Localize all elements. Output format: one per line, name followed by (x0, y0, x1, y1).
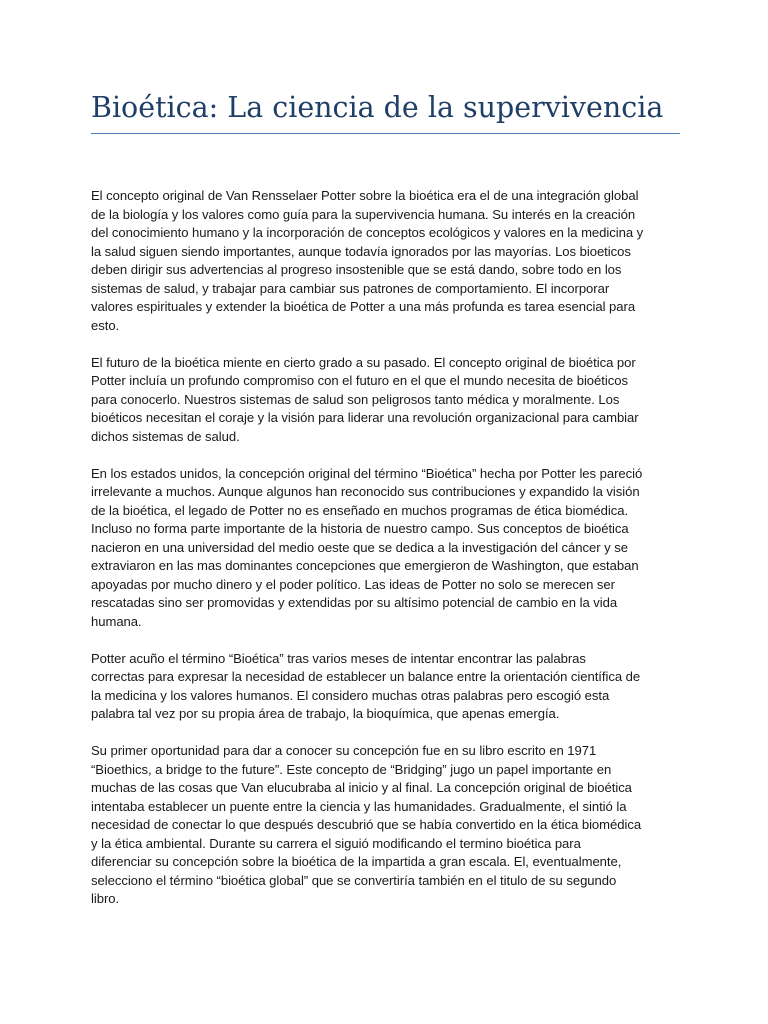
paragraph-5 (91, 742, 681, 909)
text-line: deben dirigir sus advertencias al progreso insostenible que se está dando, sobre todo en los (91, 262, 622, 277)
text-line: En los estados unidos, la concepción original del término “Bioética” hecha por Potter les pareció (91, 465, 643, 481)
title-underline (91, 133, 680, 134)
document-title: Bioética: La ciencia de la supervivencia (91, 91, 664, 124)
text-line: libro. (91, 891, 120, 906)
text-line: la medicina y los valores humanos. El considero muchas otras palabras pero escogió esta (91, 687, 610, 703)
text-line: humana. (91, 613, 142, 629)
document-body (91, 187, 681, 927)
text-line: apoyadas por mucho dinero y el poder político. Las ideas de Potter no solo se merecen ser (91, 576, 615, 592)
text-line: dichos sistemas de salud. (91, 428, 240, 444)
text-line: rescatadas sino ser promovidas y extendidas por su altísimo potencial de cambio en la vida (91, 595, 618, 610)
text-line: extraviaron en las mas dominantes concepciones que emergieron de Washington, que estaban (91, 558, 639, 573)
paragraph-4 (91, 650, 681, 724)
text-line: y la ética ambiental. Durante su carrera el siguió modificando el termino bioética para (91, 835, 581, 851)
text-line: Incluso no forma parte importante de la historia de nuestro campo. Sus conceptos de bioética (91, 521, 629, 536)
text-line: la salud siguen siendo importantes, aunque todavía ignorados por las mayorías. Los bioeticos (91, 243, 631, 259)
text-line: bioéticos necesitan el coraje y la visión para liderar una revolución organizacional para cambiar (91, 410, 639, 425)
text-line: de la biología y los valores como guía para la supervivencia humana. Su interés en la creación (91, 206, 636, 222)
text-line: valores espirituales y extender la bioética de Potter a una más profunda es tarea esencial para (91, 299, 636, 314)
text-line: correctas para expresar la necesidad de establecer un balance entre la orientación científica de (91, 669, 641, 684)
text-line: diferenciar su concepción sobre la bioética de la impartida a gran escala. El, eventualmente, (91, 854, 622, 869)
text-line: Potter incluía un profundo compromiso con el futuro en el que el mundo necesita de bioéticos (91, 373, 628, 388)
text-line: sistemas de salud, y trabajar para cambiar sus patrones de comportamiento. El incorporar (91, 280, 610, 296)
text-line: muchas de las cosas que Van elucubraba al inicio y al final. La concepción original de bioética (91, 780, 632, 795)
text-line: Su primer oportunidad para dar a conocer su concepción fue en su libro escrito en 1971 (91, 743, 597, 758)
text-line: irrelevante a muchos. Aunque algunos han reconocido sus contribuciones y expandido la visión (91, 484, 640, 499)
text-line: selecciono el término “bioética global” que se convertiría también en el titulo de su segundo (91, 872, 617, 888)
text-line: intentaba establecer un puente entre la ciencia y las humanidades. Gradualmente, el sintió la (91, 798, 627, 814)
text-line: palabra tal vez por su propia área de trabajo, la bioquímica, que apenas emergía. (91, 706, 560, 721)
text-line: El concepto original de Van Rensselaer Potter sobre la bioética era el de una integración global (91, 188, 639, 203)
paragraph-1 (91, 187, 681, 335)
paragraph-2 (91, 354, 681, 447)
text-line: del conocimiento humano y la incorporación de conceptos ecológicos y valores en la medicina y (91, 225, 644, 240)
text-line: Potter acuño el término “Bioética” tras varios meses de intentar encontrar las palabras (91, 650, 586, 666)
text-line: para conocerlo. Nuestros sistemas de salud son peligrosos tanto médica y moralmente. Los (91, 391, 620, 407)
paragraph-3 (91, 465, 681, 632)
text-line: de la bioética, el legado de Potter no es enseñado en muchos programas de ética biomédica. (91, 502, 629, 518)
text-line: nacieron en una universidad del medio oeste que se dedica a la investigación del cáncer y se (91, 539, 628, 555)
text-line: necesidad de conectar lo que después descubrió que se había convertido en la ética biomédica (91, 817, 642, 832)
text-line: esto. (91, 317, 120, 333)
text-line: El futuro de la bioética miente en cierto grado a su pasado. El concepto original de bioética por (91, 354, 636, 370)
text-line: “Bioethics, a bridge to the future”. Este concepto de “Bridging” jugo un papel importante en (91, 761, 612, 777)
